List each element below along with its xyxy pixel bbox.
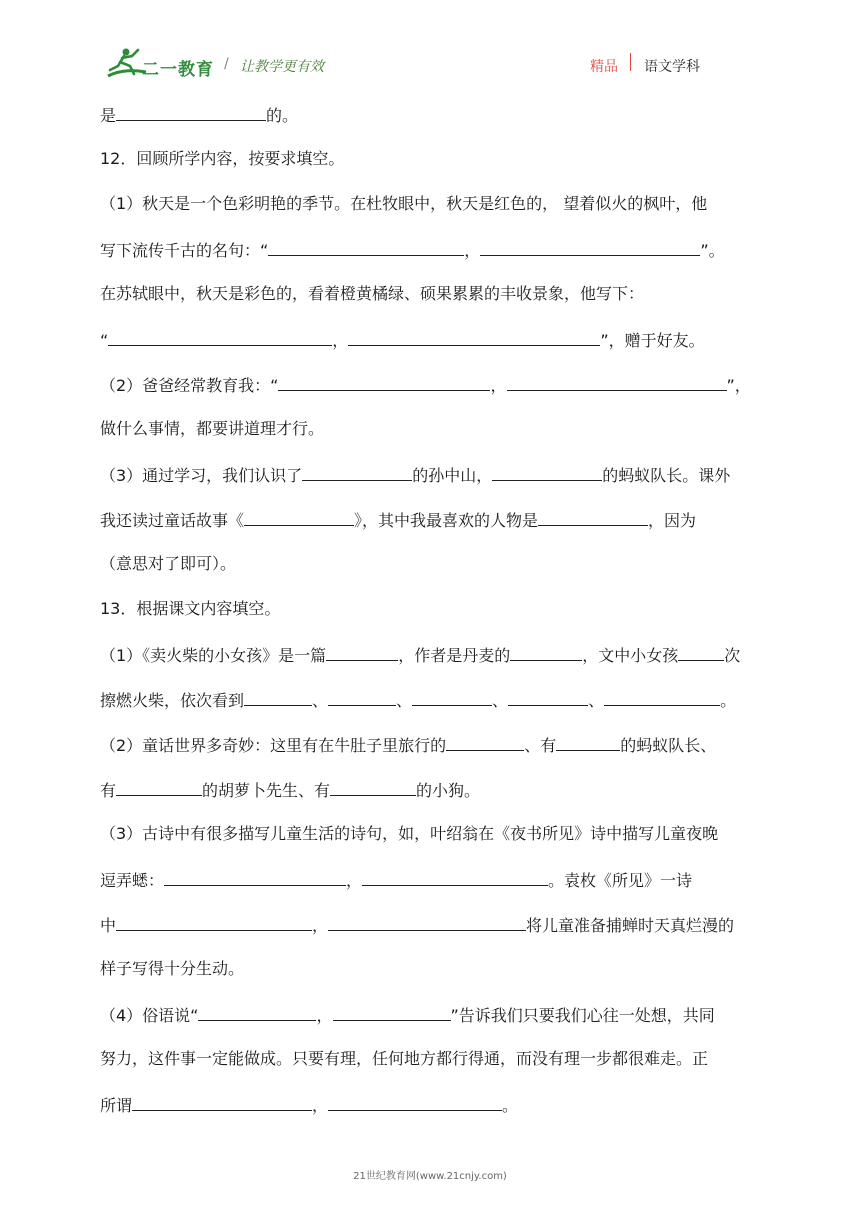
fill-blank[interactable] <box>480 237 700 256</box>
fill-blank[interactable] <box>116 102 266 121</box>
quality-tag: 精品 <box>590 59 618 75</box>
fill-blank[interactable] <box>538 507 648 526</box>
page-header <box>0 0 860 100</box>
text-line: （3）通过学习，我们认识了 的孙中山， 的蚂蚁队长。课外 <box>100 462 730 488</box>
text-line: “ ， ”，赠于好友。 <box>100 327 705 353</box>
fill-blank[interactable] <box>678 642 724 661</box>
text-line: （意思对了即可）。 <box>100 554 237 573</box>
fill-blank[interactable] <box>268 237 464 256</box>
brand-slogan: 让教学更有效 <box>240 59 324 75</box>
text-line: 逗弄蟋： ， 。袁枚《所见》一诗 <box>100 867 692 893</box>
text-line: 在苏轼眼中，秋天是彩色的，看着橙黄橘绿、硕果累累的丰收景象，他写下： <box>100 284 645 303</box>
fill-blank[interactable] <box>198 1002 316 1021</box>
fill-blank[interactable] <box>116 777 202 796</box>
fill-blank[interactable] <box>348 327 600 346</box>
fill-blank[interactable] <box>507 372 727 391</box>
text-line: 中 ， 将儿童准备捕蝉时天真烂漫的 <box>100 912 734 938</box>
fill-blank[interactable] <box>328 1092 502 1111</box>
fill-blank[interactable] <box>326 642 398 661</box>
text-line: （4）俗语说“ ， ”告诉我们只要我们心往一处想，共同 <box>100 1002 715 1028</box>
page-footer: 21世纪教育网(www.21cnjy.com) <box>353 1171 507 1182</box>
question-12-title: 12．回顾所学内容，按要求填空。 <box>100 149 345 168</box>
fill-blank[interactable] <box>508 687 588 706</box>
text-line: 是 的。 <box>100 102 298 128</box>
fill-blank[interactable] <box>446 732 524 751</box>
fill-blank[interactable] <box>330 777 416 796</box>
text-line: （3）古诗中有很多描写儿童生活的诗句，如，叶绍翁在《夜书所见》诗中描写儿童夜晚 <box>100 824 719 843</box>
brand-name: 二一教育 <box>142 60 214 80</box>
fill-blank[interactable] <box>278 372 490 391</box>
text-line: 写下流传千古的名句：“ ， ”。 <box>100 237 725 263</box>
fill-blank[interactable] <box>328 687 396 706</box>
fill-blank[interactable] <box>333 1002 451 1021</box>
fill-blank[interactable] <box>244 687 312 706</box>
text-line: 擦燃火柴，依次看到 、 、 、 、 。 <box>100 687 736 713</box>
subject-tag: 语文学科 <box>644 59 700 75</box>
fill-blank[interactable] <box>328 912 526 931</box>
fill-blank[interactable] <box>492 462 602 481</box>
text-line: 做什么事情，都要讲道理才行。 <box>100 419 325 438</box>
text-line: 有 的胡萝卜先生、有 的小狗。 <box>100 777 480 803</box>
fill-blank[interactable] <box>108 327 332 346</box>
text-line: 我还读过童话故事《 》，其中我最喜欢的人物是 ，因为 <box>100 507 696 533</box>
text-line: 所谓 ， 。 <box>100 1092 518 1118</box>
fill-blank[interactable] <box>302 462 412 481</box>
text-line: 努力，这件事一定能做成。只要有理，任何地方都行得通，而没有理一步都很难走。正 <box>100 1049 709 1068</box>
fill-blank[interactable] <box>132 1092 312 1111</box>
fill-blank[interactable] <box>412 687 492 706</box>
text-line: （2）童话世界多奇妙：这里有在牛肚子里旅行的 、有 的蚂蚁队长、 <box>100 732 716 758</box>
text-line: （2）爸爸经常教育我：“ ， ”， <box>100 372 751 398</box>
fill-blank[interactable] <box>164 867 346 886</box>
text-line: 样子写得十分生动。 <box>100 959 245 978</box>
fill-blank[interactable] <box>510 642 582 661</box>
text-line: （1）《卖火柴的小女孩》是一篇 ，作者是丹麦的 ，文中小女孩 次 <box>100 642 740 668</box>
question-13-title: 13．根据课文内容填空。 <box>100 599 281 618</box>
fill-blank[interactable] <box>362 867 548 886</box>
fill-blank[interactable] <box>556 732 620 751</box>
fill-blank[interactable] <box>244 507 354 526</box>
tag-divider <box>630 53 631 71</box>
fill-blank[interactable] <box>116 912 312 931</box>
header-slash: / <box>224 56 229 72</box>
text-line: （1）秋天是一个色彩明艳的季节。在杜牧眼中，秋天是红色的， 望着似火的枫叶，他 <box>100 194 708 213</box>
fill-blank[interactable] <box>604 687 720 706</box>
